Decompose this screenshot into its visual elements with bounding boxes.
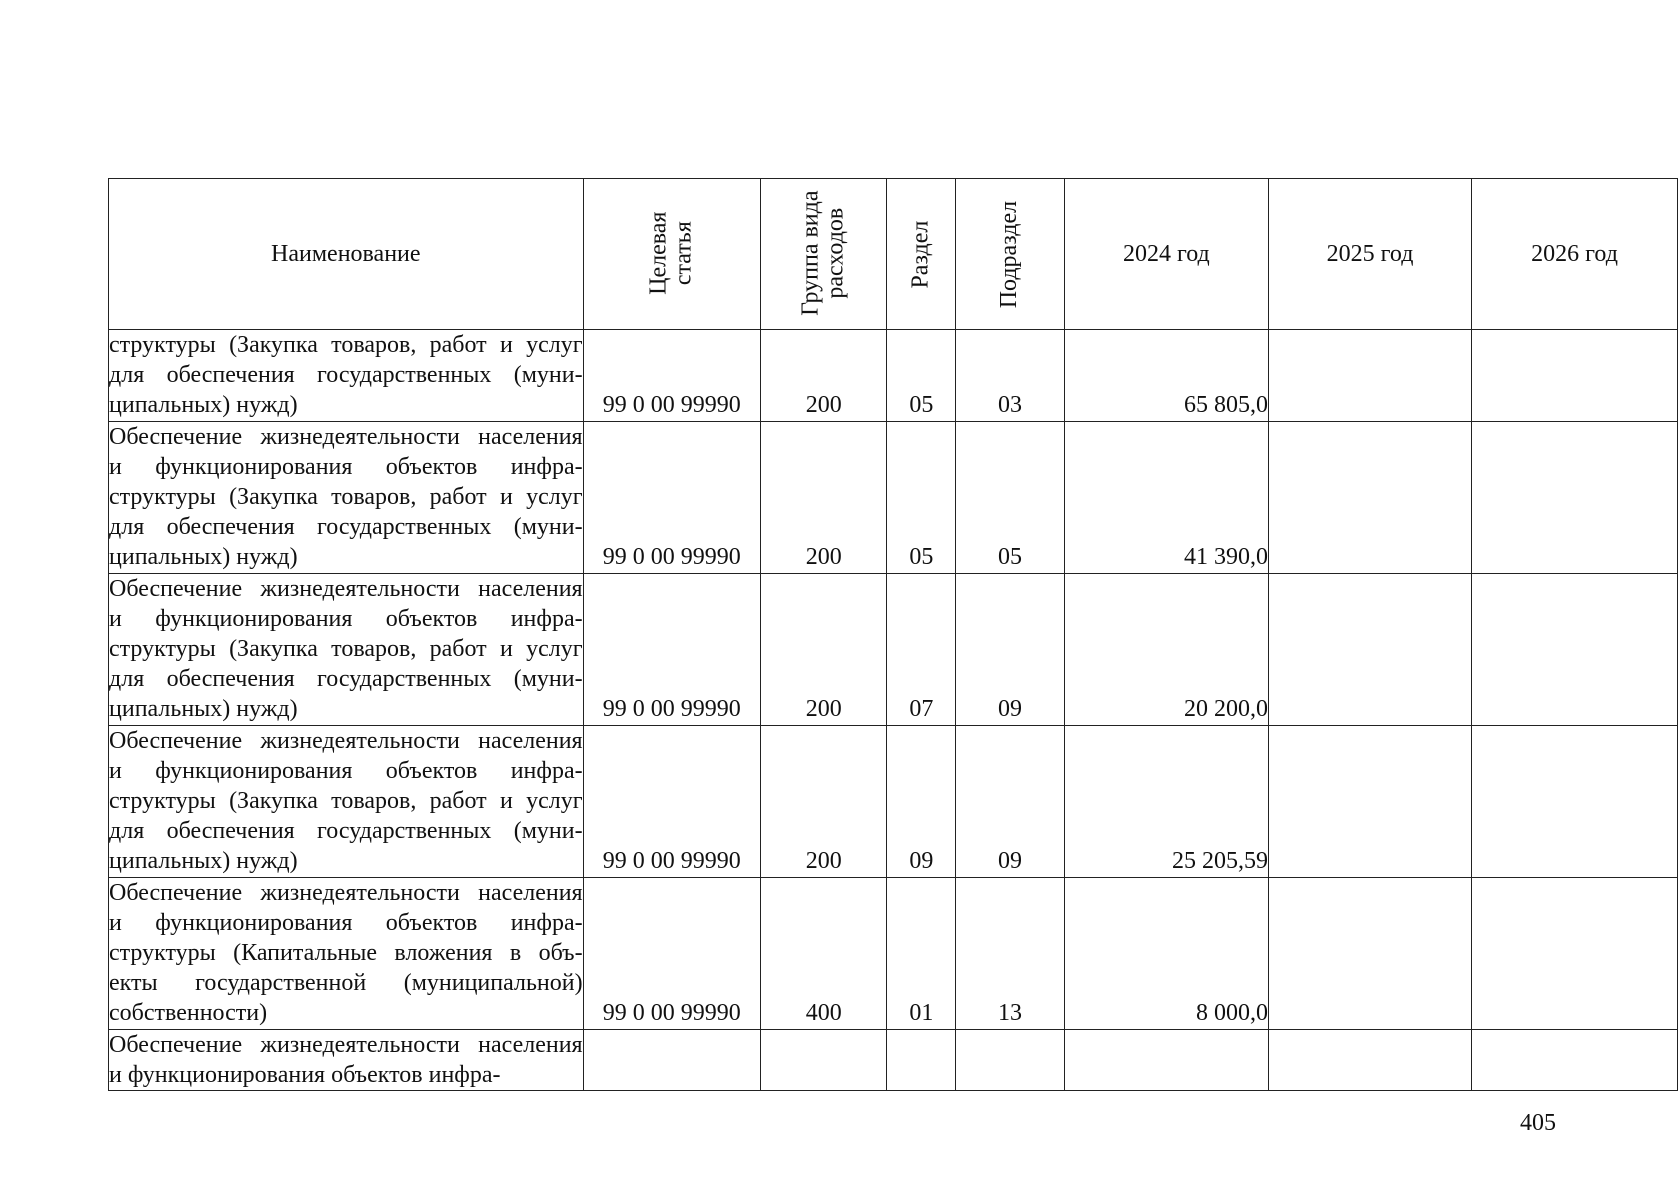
name-line: Обеспечение жизнедеятельности населения [109, 1031, 583, 1058]
table-row [109, 877, 1678, 1029]
header-name-label: Наименование [271, 240, 421, 267]
cell-subsection: 13 [956, 877, 1064, 1029]
cell-target-article: 99 0 00 99990 [583, 877, 760, 1029]
cell-2024 [1064, 1029, 1268, 1090]
header-target-article-line2: статья [670, 221, 697, 286]
cell-subsection: 09 [956, 573, 1064, 725]
name-line: для обеспечения государственных (муни- [109, 666, 583, 693]
name-line: структуры (Закупка товаров, работ и услуг [109, 332, 583, 358]
budget-table [108, 178, 1678, 1091]
name-line: структуры (Капитальные вложения в объ- [109, 940, 583, 967]
page-number: 405 [1520, 1110, 1556, 1136]
cell-name [109, 573, 584, 725]
cell-target-article: 99 0 00 99990 [583, 421, 760, 573]
cell-2024: 25 205,59 [1064, 725, 1268, 877]
cell-2025 [1269, 1029, 1472, 1090]
cell-target-article: 99 0 00 99990 [583, 573, 760, 725]
cell-2025 [1269, 573, 1472, 725]
cell-subsection [956, 1029, 1064, 1090]
header-target-article-label [647, 212, 697, 295]
cell-name [109, 330, 584, 422]
header-2026-label: 2026 год [1531, 240, 1618, 267]
cell-expense-group: 200 [761, 421, 887, 573]
header-2025 [1269, 179, 1472, 330]
cell-expense-group [761, 1029, 887, 1090]
name-line: Обеспечение жизнедеятельности населения [109, 879, 583, 906]
name-line: ципальных) нужд) [109, 696, 298, 723]
header-expense-group-label [799, 191, 849, 316]
cell-2025 [1269, 725, 1472, 877]
cell-name [109, 725, 584, 877]
name-line: Обеспечение жизнедеятельности населения [109, 727, 583, 754]
cell-2024: 41 390,0 [1064, 421, 1268, 573]
cell-2025 [1269, 421, 1472, 573]
header-subsection-label: Подраздел [996, 200, 1023, 308]
name-line: и функционирования объектов инфра- [109, 757, 583, 784]
header-subsection [956, 179, 1064, 330]
cell-2026 [1472, 1029, 1678, 1090]
cell-expense-group: 200 [761, 330, 887, 422]
cell-2025 [1269, 877, 1472, 1029]
cell-name [109, 421, 584, 573]
cell-2024: 8 000,0 [1064, 877, 1268, 1029]
name-line: для обеспечения государственных (муни- [109, 362, 583, 389]
header-name [109, 179, 584, 330]
table-row [109, 330, 1678, 422]
cell-target-article [583, 1029, 760, 1090]
header-section [887, 179, 956, 330]
cell-2026 [1472, 725, 1678, 877]
name-line: ципальных) нужд) [109, 392, 298, 419]
cell-2025 [1269, 330, 1472, 422]
table-row [109, 573, 1678, 725]
cell-section [887, 1029, 956, 1090]
cell-subsection: 03 [956, 330, 1064, 422]
cell-expense-group: 200 [761, 725, 887, 877]
cell-section: 09 [887, 725, 956, 877]
cell-name [109, 877, 584, 1029]
cell-2024: 20 200,0 [1064, 573, 1268, 725]
cell-2026 [1472, 877, 1678, 1029]
name-line: ципальных) нужд) [109, 544, 298, 571]
cell-subsection: 05 [956, 421, 1064, 573]
cell-target-article: 99 0 00 99990 [583, 725, 760, 877]
name-line: Обеспечение жизнедеятельности населения [109, 575, 583, 602]
cell-name [109, 1029, 584, 1090]
name-line: для обеспечения государственных (муни- [109, 514, 583, 541]
cell-2026 [1472, 421, 1678, 573]
cell-section: 01 [887, 877, 956, 1029]
name-line: структуры (Закупка товаров, работ и услуг [109, 484, 583, 511]
name-line: Обеспечение жизнедеятельности населения [109, 423, 583, 450]
name-line: екты государственной (муниципальной) [109, 970, 583, 997]
cell-2026 [1472, 330, 1678, 422]
cell-2026 [1472, 573, 1678, 725]
header-2026 [1472, 179, 1678, 330]
cell-expense-group: 400 [761, 877, 887, 1029]
name-line: для обеспечения государственных (муни- [109, 818, 583, 845]
header-section-label: Раздел [907, 220, 934, 289]
cell-section: 05 [887, 330, 956, 422]
cell-section: 07 [887, 573, 956, 725]
table-row [109, 421, 1678, 573]
name-line: ципальных) нужд) [109, 848, 298, 875]
header-target-article [583, 179, 760, 330]
header-expense-group-line1: Группа вида [797, 190, 824, 317]
header-2024 [1064, 179, 1268, 330]
name-line: и функционирования объектов инфра- [109, 1061, 501, 1088]
header-expense-group [761, 179, 887, 330]
cell-subsection: 09 [956, 725, 1064, 877]
cell-2024: 65 805,0 [1064, 330, 1268, 422]
header-2024-label: 2024 год [1122, 240, 1210, 267]
table-row [109, 1029, 1678, 1090]
header-expense-group-line2: расходов [822, 208, 849, 300]
header-target-article-line1: Целевая [645, 211, 672, 296]
cell-expense-group: 200 [761, 573, 887, 725]
name-line: и функционирования объектов инфра- [109, 453, 583, 480]
name-line: и функционирования объектов инфра- [109, 909, 583, 936]
name-line: структуры (Закупка товаров, работ и услуг [109, 788, 583, 815]
name-line: собственности) [109, 1000, 268, 1027]
cell-target-article: 99 0 00 99990 [583, 330, 760, 422]
name-line: и функционирования объектов инфра- [109, 605, 583, 632]
table-body [109, 330, 1678, 1091]
name-line: структуры (Закупка товаров, работ и услуг [109, 636, 583, 663]
header-2025-label: 2025 год [1326, 240, 1414, 267]
table-header [109, 179, 1678, 330]
cell-section: 05 [887, 421, 956, 573]
table-row [109, 725, 1678, 877]
